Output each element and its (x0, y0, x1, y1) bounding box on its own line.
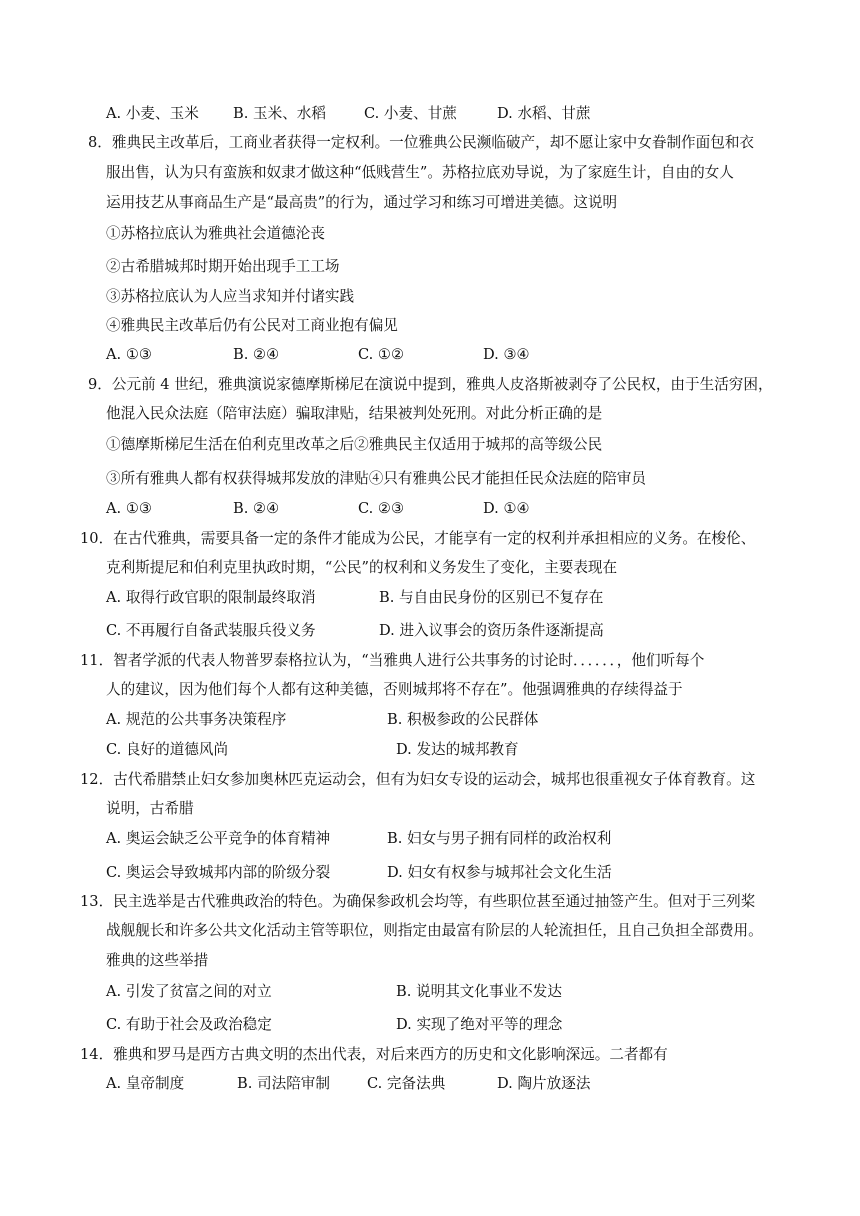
q11-stem-line-2: 人的建议，因为他们每个人都有这种美德，否则城邦将不存在”。他强调雅典的存续得益于 (106, 681, 683, 698)
q7-option-d[interactable]: D. 水稻、甘蔗 (497, 105, 591, 122)
q7-option-a[interactable]: A. 小麦、玉米 (106, 105, 199, 122)
q9-option-d[interactable]: D. ①④ (483, 500, 530, 517)
q11-option-c[interactable]: C. 良好的道德风尚 (106, 741, 229, 758)
q8-stem-line-3: 运用技艺从事商品生产是“最高贵”的行为，通过学习和练习可增进美德。这说明 (106, 194, 618, 211)
q9-option-b[interactable]: B. ②④ (233, 500, 280, 517)
q14-option-a[interactable]: A. 皇帝制度 (106, 1075, 185, 1092)
q8-option-c[interactable]: C. ①② (358, 346, 405, 363)
q10-stem-line-1: 10．在古代雅典，需要具备一定的条件才能成为公民，才能享有一定的权利并承担相应的义务。在梭伦、 (80, 530, 756, 547)
q7-option-c[interactable]: C. 小麦、甘蔗 (364, 105, 457, 122)
q8-item-3: ③苏格拉底认为人应当求知并付诸实践 (106, 288, 355, 305)
q8-option-b[interactable]: B. ②④ (233, 346, 280, 363)
q9-stem-line-1: 9．公元前 4 世纪，雅典演说家德摩斯梯尼在演说中提到，雅典人皮洛斯被剥夺了公民权，由于生活穷困， (88, 376, 773, 393)
q13-option-b[interactable]: B. 说明其文化事业不发达 (396, 983, 562, 1000)
q9-option-c[interactable]: C. ②③ (358, 500, 405, 517)
q8-option-d[interactable]: D. ③④ (483, 346, 530, 363)
q13-option-d[interactable]: D. 实现了绝对平等的理念 (396, 1016, 563, 1033)
q8-stem-line-1: 8．雅典民主改革后，工商业者获得一定权利。一位雅典公民濒临破产，却不愿让家中女眷制作面包和衣 (88, 134, 755, 151)
q14-option-c[interactable]: C. 完备法典 (367, 1075, 446, 1092)
q12-option-d[interactable]: D. 妇女有权参与城邦社会文化生活 (387, 864, 612, 881)
q11-option-d[interactable]: D. 发达的城邦教育 (396, 741, 519, 758)
q12-stem-line-2: 说明，古希腊 (106, 800, 194, 817)
q14-option-d[interactable]: D. 陶片放逐法 (497, 1075, 591, 1092)
q8-option-a[interactable]: A. ①③ (106, 346, 152, 363)
q12-stem-line-1: 12．古代希腊禁止妇女参加奥林匹克运动会，但有为妇女专设的运动会，城邦也很重视女子体育教育。这 (80, 771, 756, 788)
q11-option-b[interactable]: B. 积极参政的公民群体 (387, 711, 539, 728)
q10-option-c[interactable]: C. 不再履行自备武装服兵役义务 (106, 622, 316, 639)
q13-option-a[interactable]: A. 引发了贫富之间的对立 (106, 983, 272, 1000)
q8-item-4: ④雅典民主改革后仍有公民对工商业抱有偏见 (106, 317, 398, 334)
q11-stem-line-1: 11．智者学派的代表人物普罗泰格拉认为，“当雅典人进行公共事务的讨论时．．．．．．，他们听每个 (80, 652, 705, 669)
q12-option-a[interactable]: A. 奥运会缺乏公平竞争的体育精神 (106, 830, 331, 847)
q13-option-c[interactable]: C. 有助于社会及政治稳定 (106, 1016, 272, 1033)
q10-option-a[interactable]: A. 取得行政官职的限制最终取消 (106, 589, 316, 606)
q14-option-b[interactable]: B. 司法陪审制 (237, 1075, 330, 1092)
q10-option-d[interactable]: D. 进入议事会的资历条件逐渐提高 (379, 622, 604, 639)
q9-item-line-2: ③所有雅典人都有权获得城邦发放的津贴④只有雅典公民才能担任民众法庭的陪审员 (106, 470, 646, 487)
q9-item-line-1: ①德摩斯梯尼生活在伯利克里改革之后②雅典民主仅适用于城邦的高等级公民 (106, 436, 603, 453)
q11-option-a[interactable]: A. 规范的公共事务决策程序 (106, 711, 287, 728)
q13-stem-line-3: 雅典的这些举措 (106, 952, 209, 969)
q9-stem-line-2: 他混入民众法庭（陪审法庭）骗取津贴，结果被判处死刑。对此分析正确的是 (106, 405, 603, 422)
q10-option-b[interactable]: B. 与自由民身份的区别已不复存在 (379, 589, 604, 606)
q10-stem-line-2: 克利斯提尼和伯利克里执政时期，“公民”的权利和义务发生了变化，主要表现在 (106, 559, 618, 576)
q14-stem-line-1: 14．雅典和罗马是西方古典文明的杰出代表，对后来西方的历史和文化影响深远。二者都有 (80, 1046, 668, 1063)
q7-option-b[interactable]: B. 玉米、水稻 (233, 105, 326, 122)
q12-option-c[interactable]: C. 奥运会导致城邦内部的阶级分裂 (106, 864, 331, 881)
q8-item-1: ①苏格拉底认为雅典社会道德沦丧 (106, 225, 325, 242)
q8-stem-line-2: 服出售，认为只有蛮族和奴隶才做这种“低贱营生”。苏格拉底劝导说，为了家庭生计，自由的女人 (106, 164, 734, 181)
q13-stem-line-1: 13．民主选举是古代雅典政治的特色。为确保参政机会均等，有些职位甚至通过抽签产生。但对于三列桨 (80, 893, 756, 910)
q12-option-b[interactable]: B. 妇女与男子拥有同样的政治权利 (387, 830, 612, 847)
q13-stem-line-2: 战舰舰长和许多公共文化活动主管等职位，则指定由最富有阶层的人轮流担任，且自己负担全部费用。 (106, 922, 763, 939)
q9-option-a[interactable]: A. ①③ (106, 500, 152, 517)
q8-item-2: ②古希腊城邦时期开始出现手工工场 (106, 258, 340, 275)
